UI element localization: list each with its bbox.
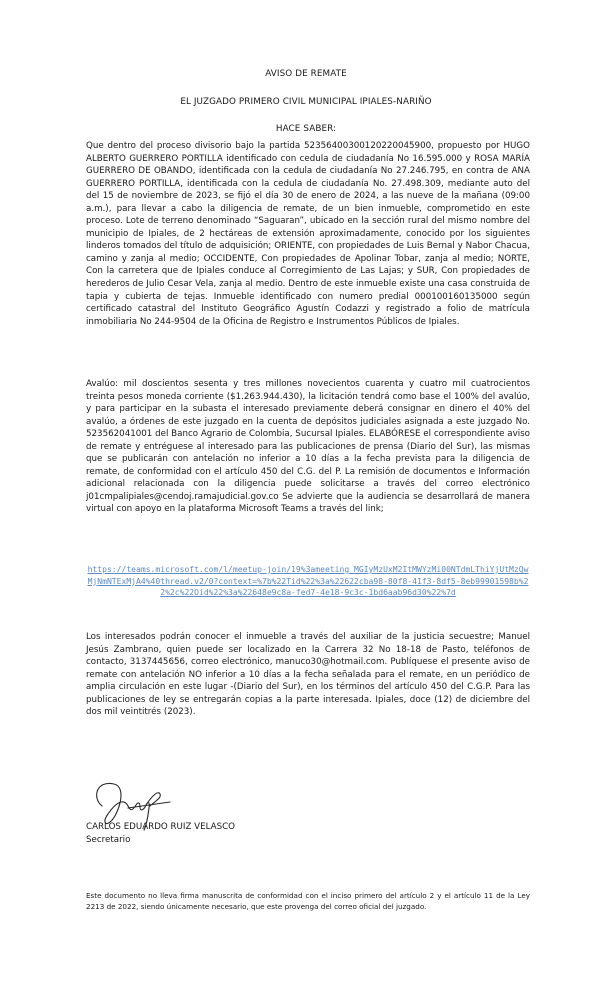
document-title: AVISO DE REMATE [265,69,347,79]
footer-note: Este documento no lleva firma manuscrita de conformidad con el inciso primero del artículo 2 y el artículo 11 de la Ley 2213 de 2022, siendo únicamente necesario, que este provenga del correo oficial del juzgado. [86,891,530,911]
court-name: EL JUZGADO PRIMERO CIVIL MUNICIPAL IPIALES-NARIÑO [180,97,432,107]
inspection-paragraph: Los interesados podrán conocer el inmueble a través del auxiliar de la justicia secuestre; Manuel Jesús Zambrano, quien puede ser localizado en la Carrera 32 No 18-18 de Pasto, teléfonos de contacto, 3137445656, correo electrónico, manuco30@hotmail.com. Publíquese el presente aviso de remate con antelación NO inferior a 10 días a la fecha señalada para el remate, en un periódico de amplia circulación en este lugar -(Diario del Sur), en los términos del artículo 450 del C.G.P. Para las publicaciones de ley se entregarán copias a la parte interesada. Ipiales, doce (12) de diciembre del dos mil veintitrés (2023). [86,632,530,718]
signatory-name: CARLOS EDUARDO RUIZ VELASCO [86,822,235,832]
announcement-heading: HACE SABER: [275,124,337,134]
process-details-paragraph: Que dentro del proceso divisorio bajo la partida 52356400300120220045900, propuesto por HUGO ALBERTO GUERRERO PORTILLA identificado con cedula de ciudadanía No 16.595.000 y ROSA MARÍA GUERRERO DE OBANDO, identificada con la cedula de ciudadanía No 27.246.795, en contra de ANA GUERRERO PORTILLA, identificada con la cedula de ciudadanía No. 27.498.309, mediante auto del del 15 de noviembre de 2023, se fijó el día 30 de enero de 2024, a las nueve de la mañana (09:00 a.m.), para llevar a cabo la diligencia de remate, de un bien inmueble, comprometido en este proceso. Lote de terreno denominado “Saguaran”, ubicado en la sección rural del mismo nombre del municipio de Ipiales, de 2 hectáreas de extensión aproximadamente, conocido por los siguientes linderos tomados del título de adquisición; ORIENTE, con propiedades de Luis Bernal y Nabor Chacua, camino y zanja al medio; OCCIDENTE, Con propiedades de Apolinar Tobar, zanja al medio; NORTE, Con la carretera que de Ipiales conduce al Corregimiento de Las Lajas; y SUR, Con propiedades de herederos de Julio Cesar Vela, zanja al medio. Dentro de este inmueble existe una casa construida de tapia y cubierta de tejas. Inmueble identificado con numero predial 000100160135000 según certificado catastral del Instituto Geográfico Agustín Codazzi y registrado a folio de matrícula inmobiliaria No 244-9504 de la Oficina de Registro e Instrumentos Públicos de Ipiales. [86,141,530,327]
teams-meeting-link[interactable]: https://teams.microsoft.com/l/meetup-join/19%3ameeting_MGIyMzUxM2ItMWYzMi00NTdmLThiYjUtMzQwMjNmNTExMjA4%40thread.v2/0?context=%7b%22Tid%22%3a%22622cba98-80f8-41f3-8df5-8eb99901598b%22%2c%22Oid%22%3a%22648e9c8a-fed7-4e18-9c3c-1bd6aab96d30%22%7d [87,565,529,598]
teams-meeting-link-block [86,564,530,599]
signatory-role: Secretario [86,835,131,845]
appraisal-paragraph: Avalúo: mil doscientos sesenta y tres millones novecientos cuarenta y cuatro mil cuatrocientos treinta pesos moneda corriente ($1.263.944.430), la licitación tendrá como base el 100% del avalúo, y para participar en la subasta el interesado previamente deberá consignar en dinero el 40% del avalúo, a órdenes de este juzgado en la cuenta de depósitos judiciales asignada a este juzgado No. 523562041001 del Banco Agrario de Colombia, Sucursal Ipiales. ELABÓRESE el correspondiente aviso de remate y entréguese al interesado para las publicaciones de prensa (Diario del Sur), las mismas que se publicarán con antelación no inferior a 10 días a la fecha prevista para la diligencia de remate, de conformidad con el artículo 450 del C.G. del P. La remisión de documentos e Información adicional relacionada con la diligencia puede solicitarse a través del correo electrónico j01cmpalipiales@cendoj.ramajudicial.gov.co Se advierte que la audiencia se desarrollará de manera virtual con apoyo en la plataforma Microsoft Teams a través del link; [86,379,530,515]
